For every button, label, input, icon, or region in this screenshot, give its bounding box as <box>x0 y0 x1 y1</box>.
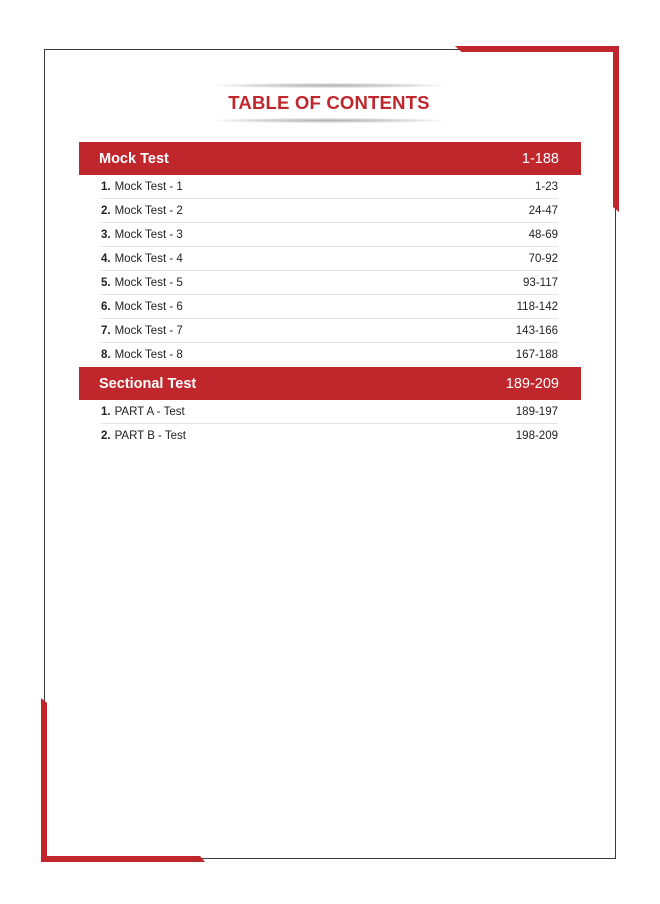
item-pages: 93-117 <box>523 276 558 289</box>
item-number: 6. <box>101 300 111 313</box>
toc-row[interactable] <box>101 271 558 295</box>
toc-row[interactable] <box>101 400 558 424</box>
item-label: Mock Test - 5 <box>114 276 183 289</box>
item-pages: 189-197 <box>515 405 558 418</box>
item-number: 4. <box>101 252 111 265</box>
item-number: 1. <box>101 180 111 193</box>
item-label: Mock Test - 8 <box>114 349 183 361</box>
item-number: 8. <box>101 349 111 361</box>
item-number: 2. <box>101 430 111 442</box>
title-divider-top <box>214 83 444 88</box>
item-pages: 167-188 <box>515 349 558 361</box>
item-label: PART B - Test <box>114 430 186 442</box>
item-number: 5. <box>101 276 111 289</box>
item-pages: 198-209 <box>515 430 558 442</box>
section-items-mock-test <box>101 175 558 367</box>
toc-row[interactable] <box>101 223 558 247</box>
item-label: Mock Test - 4 <box>114 252 183 265</box>
toc-row[interactable] <box>101 295 558 319</box>
toc-row[interactable] <box>101 199 558 223</box>
item-number: 7. <box>101 324 111 337</box>
corner-accent-bottom-left-vertical <box>41 698 47 862</box>
item-number: 3. <box>101 228 111 241</box>
corner-accent-top-right-horizontal <box>455 46 618 52</box>
title-divider-bottom <box>214 118 444 123</box>
section-header-sectional-test[interactable] <box>79 367 581 400</box>
item-pages: 118-142 <box>516 300 558 313</box>
item-label: Mock Test - 7 <box>114 324 183 337</box>
item-pages: 143-166 <box>515 324 558 337</box>
item-label: Mock Test - 1 <box>114 180 183 193</box>
toc-row[interactable] <box>101 247 558 271</box>
section-name: Mock Test <box>99 150 169 167</box>
toc-row[interactable] <box>101 424 558 448</box>
toc-row[interactable] <box>101 343 558 367</box>
title-block <box>214 83 444 123</box>
toc-row[interactable] <box>101 175 558 199</box>
item-label: Mock Test - 3 <box>114 228 183 241</box>
corner-accent-bottom-left-horizontal <box>41 856 205 862</box>
toc-row[interactable] <box>101 319 558 343</box>
item-pages: 70-92 <box>528 252 558 265</box>
item-label: PART A - Test <box>114 405 185 418</box>
item-label: Mock Test - 6 <box>114 300 183 313</box>
page-title: TABLE OF CONTENTS <box>228 92 430 113</box>
item-pages: 1-23 <box>534 180 558 193</box>
section-name: Sectional Test <box>99 375 197 392</box>
section-header-mock-test[interactable] <box>79 142 581 175</box>
section-pages: 189-209 <box>505 375 559 392</box>
item-pages: 24-47 <box>528 204 558 217</box>
section-items-sectional-test <box>101 400 558 448</box>
corner-accent-top-right-vertical <box>613 46 619 212</box>
item-number: 2. <box>101 204 111 217</box>
item-pages: 48-69 <box>528 228 558 241</box>
item-number: 1. <box>101 405 111 418</box>
section-pages: 1-188 <box>521 150 559 167</box>
item-label: Mock Test - 2 <box>114 204 183 217</box>
